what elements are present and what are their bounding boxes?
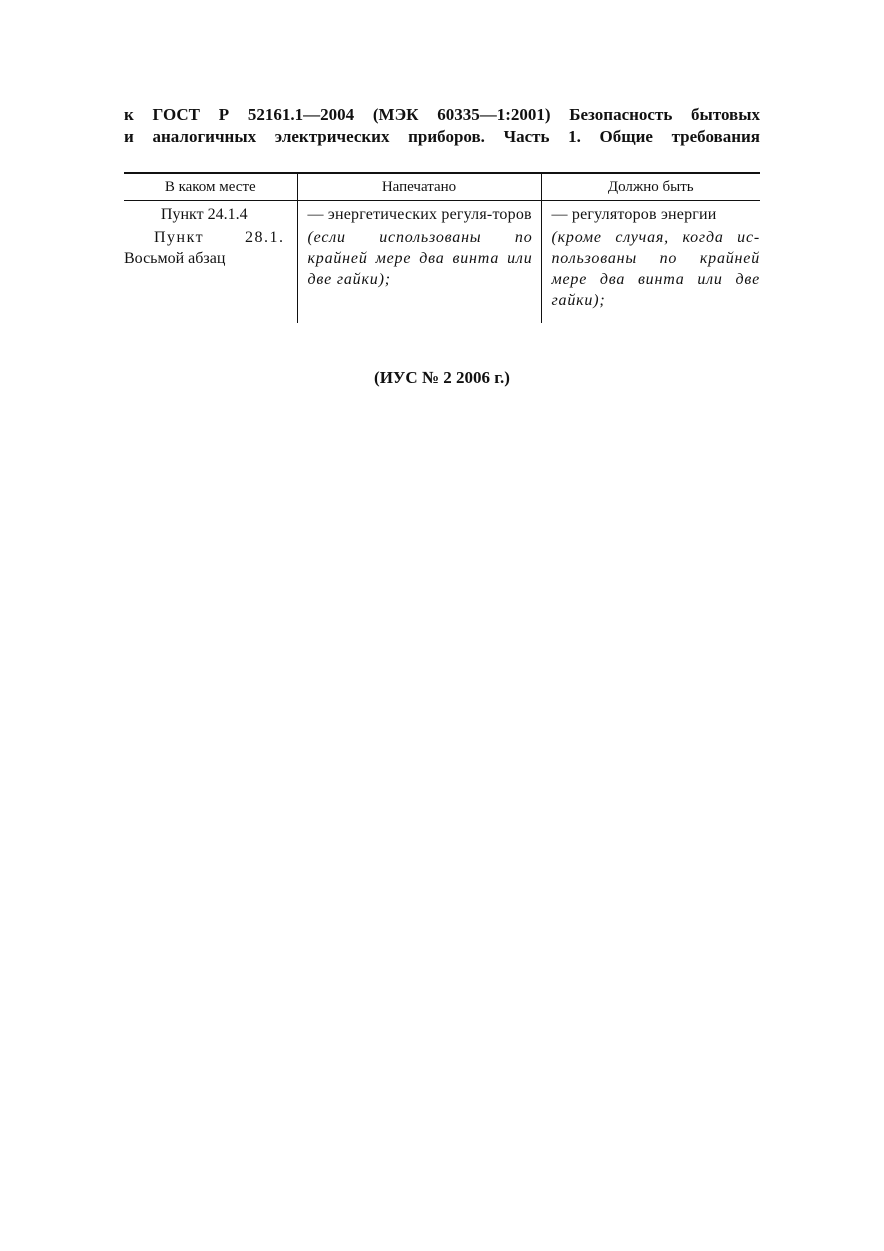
source-reference: (ИУС № 2 2006 г.) <box>374 368 510 387</box>
heading-line-2: и аналогичных электрических приборов. Часть 1. Общие требования <box>124 127 760 146</box>
header-place: В каком месте <box>124 173 297 201</box>
row2-should-be: (кроме случая, когда ис-пользованы по крайней мере два винта или две гайки); <box>541 227 760 323</box>
row2-place-paragraph: Восьмой абзац <box>124 250 226 267</box>
row2-printed: (если использованы по крайней мере два винта или две гайки); <box>297 227 541 323</box>
row1-printed: — энергетических регуля-торов <box>297 201 541 228</box>
row2-place-clause: Пункт 28.1. <box>154 229 285 246</box>
heading-line-1: к ГОСТ Р 52161.1—2004 (МЭК 60335—1:2001) Безопасность бытовых <box>124 105 760 124</box>
errata-table <box>124 172 760 323</box>
table-row <box>124 201 760 228</box>
amendment-heading <box>124 104 760 148</box>
table-row <box>124 227 760 323</box>
header-should-be: Должно быть <box>541 173 760 201</box>
row1-place: Пункт 24.1.4 <box>160 206 248 223</box>
row1-should-be: — регуляторов энергии <box>541 201 760 228</box>
table-header-row <box>124 173 760 201</box>
row2-place <box>124 227 297 323</box>
header-printed: Напечатано <box>297 173 541 201</box>
